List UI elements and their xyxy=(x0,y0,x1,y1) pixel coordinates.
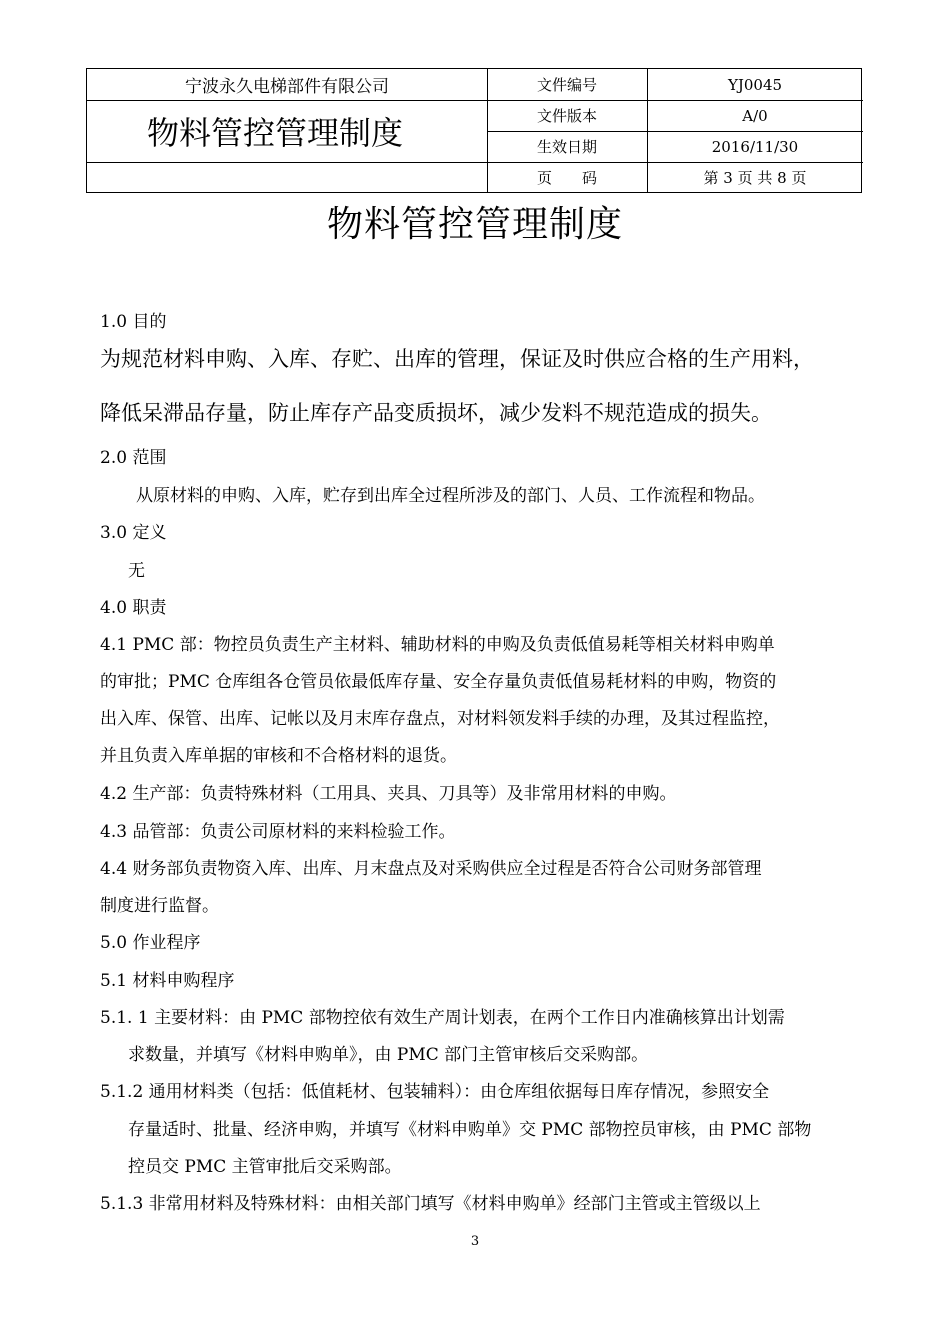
section-heading: 4.0 职责 xyxy=(100,598,167,618)
paragraph-line: 5.1.3 非常用材料及特殊材料：由相关部门填写《材料申购单》经部门主管或主管级以上 xyxy=(100,1194,761,1214)
page-value: 第 3 页 共 8 页 xyxy=(703,169,807,187)
paragraph-line: 并且负责入库单据的审核和不合格材料的退货。 xyxy=(100,746,457,766)
paragraph-line: 4.4 财务部负责物资入库、出库、月末盘点及对采购供应全过程是否符合公司财务部管理 xyxy=(100,859,762,879)
paragraph-line: 4.1 PMC 部：物控员负责生产主材料、辅助材料的申购及负责低值易耗等相关材料申购单 xyxy=(100,635,775,655)
doc-version-label: 文件版本 xyxy=(536,107,597,125)
paragraph-line: 从原材料的申购、入库，贮存到出库全过程所涉及的部门、人员、工作流程和物品。 xyxy=(136,486,765,506)
paragraph-line: 无 xyxy=(128,561,145,581)
doc-number-value: YJ0045 xyxy=(727,75,783,94)
paragraph-line: 存量适时、批量、经济申购，并填写《材料申购单》交 PMC 部物控员审核，由 PMC 部物 xyxy=(128,1120,812,1140)
paragraph-line: 出入库、保管、出库、记帐以及月末库存盘点，对材料领发料手续的办理，及其过程监控， xyxy=(100,709,780,729)
paragraph-line: 5.1. 1 主要材料：由 PMC 部物控依有效生产周计划表，在两个工作日内准确核算出计划需 xyxy=(100,1008,785,1028)
paragraph-line: 4.3 品管部：负责公司原材料的来料检验工作。 xyxy=(100,822,456,842)
header-table xyxy=(86,68,862,193)
doc-version-value: A/0 xyxy=(742,106,768,125)
paragraph-line: 为规范材料申购、入库、存贮、出库的管理，保证及时供应合格的生产用料， xyxy=(100,347,814,371)
paragraph-line: 的审批；PMC 仓库组各仓管员依最低库存量、安全存量负责低值易耗材料的申购，物资的 xyxy=(100,672,777,692)
paragraph-line: 求数量，并填写《材料申购单》，由 PMC 部门主管审核后交采购部。 xyxy=(128,1045,649,1065)
paragraph-line: 降低呆滞品存量，防止库存产品变质损坏，减少发料不规范造成的损失。 xyxy=(100,401,772,425)
section-heading: 1.0 目的 xyxy=(100,312,167,332)
doc-number-label: 文件编号 xyxy=(536,76,597,94)
paragraph-line: 控员交 PMC 主管审批后交采购部。 xyxy=(128,1157,402,1177)
company-name: 宁波永久电梯部件有限公司 xyxy=(185,77,389,97)
paragraph-line: 5.1.2 通用材料类（包括：低值耗材、包装辅料）：由仓库组依据每日库存情况，参照安全 xyxy=(100,1082,770,1102)
section-heading: 5.0 作业程序 xyxy=(100,933,201,953)
paragraph-line: 4.2 生产部：负责特殊材料（工用具、夹具、刀具等）及非常用材料的申购。 xyxy=(100,784,677,804)
page-title: 物料管控管理制度 xyxy=(326,204,623,245)
effective-date-value: 2016/11/30 xyxy=(711,137,799,156)
paragraph-line: 制度进行监督。 xyxy=(100,896,219,916)
page-label: 页 码 xyxy=(536,169,597,187)
section-heading: 3.0 定义 xyxy=(100,523,167,543)
paragraph-line: 5.1 材料申购程序 xyxy=(100,971,235,991)
header-doc-title: 物料管控管理制度 xyxy=(147,114,404,152)
page-number: 3 xyxy=(470,1234,480,1249)
effective-date-label: 生效日期 xyxy=(536,138,597,156)
section-heading: 2.0 范围 xyxy=(100,448,167,468)
